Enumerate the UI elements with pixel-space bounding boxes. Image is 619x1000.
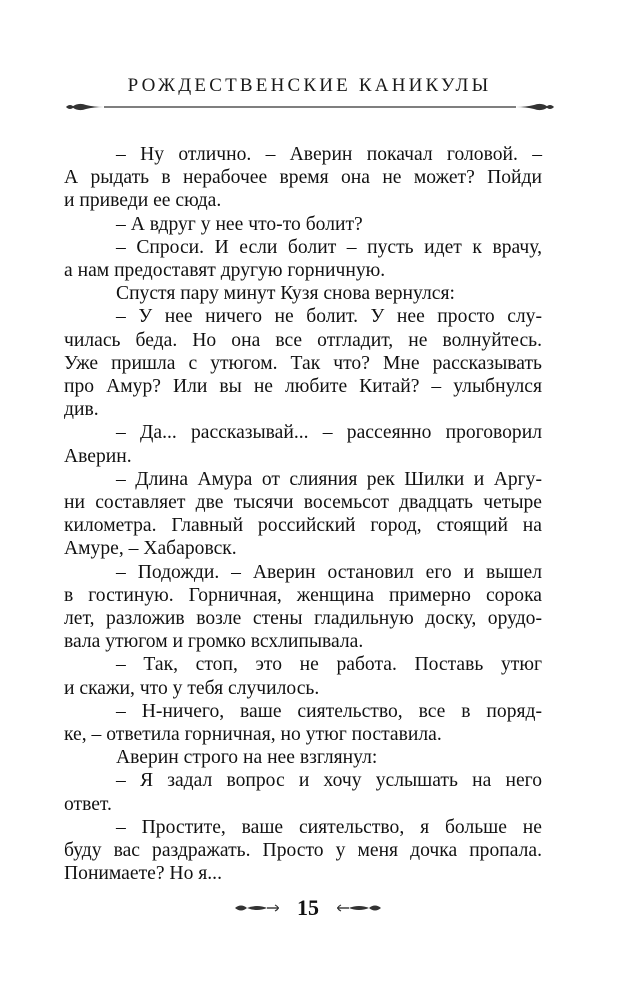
- text-line: Амуре, – Хабаровск.: [64, 538, 237, 560]
- text-line: – Подожди. – Аверин остановил его и вышел: [116, 561, 542, 583]
- text-line: Аверин.: [64, 445, 132, 467]
- text-line: ке, – ответила горничная, но утюг поставила.: [64, 724, 442, 746]
- body-text: [64, 143, 542, 886]
- text-line: а нам предоставят другую горничную.: [64, 260, 386, 282]
- text-line: – У нее ничего не болит. У нее просто слу-: [116, 306, 542, 328]
- text-line: ответ.: [64, 793, 112, 815]
- text-line: А рыдать в нерабочее время она не может? Пойди: [64, 167, 542, 189]
- text-line: и приведи ее сюда.: [64, 190, 222, 212]
- text-line: про Амур? Или вы не любите Китай? – улыбнулся: [64, 376, 542, 398]
- text-line: ни составляет две тысячи восемьсот двадцать четыре: [64, 492, 542, 514]
- text-line: – Так, стоп, это не работа. Поставь утюг: [116, 654, 542, 676]
- text-line: – Спроси. И если болит – пусть идет к врачу,: [116, 236, 542, 258]
- text-line: Понимаете? Но я...: [64, 863, 222, 885]
- running-header: РОЖДЕСТВЕНСКИЕ КАНИКУЛЫ: [127, 75, 492, 96]
- footer-ornament-left-icon: [233, 901, 283, 915]
- page-number: 15: [297, 895, 319, 920]
- text-line: Спустя пару минут Кузя снова вернулся:: [116, 283, 455, 305]
- text-line: – Да... рассказывай... – рассеянно проговорил: [116, 422, 542, 444]
- text-line: чилась беда. Но она все отгладит, не волнуйтесь.: [64, 329, 542, 351]
- text-line: вала утюгом и громко всхлипывала.: [64, 631, 364, 653]
- text-line: див.: [64, 399, 99, 421]
- text-line: – Я задал вопрос и хочу услышать на него: [116, 770, 542, 792]
- text-line: – А вдруг у нее что-то болит?: [116, 213, 363, 235]
- header-ornament-rule: [64, 100, 556, 114]
- text-line: – Ну отлично. – Аверин покачал головой. –: [116, 144, 542, 165]
- text-line: – Простите, ваше сиятельство, я больше не: [116, 816, 542, 838]
- text-line: Уже пришла с утюгом. Так что? Мне рассказывать: [64, 352, 542, 374]
- text-line: – Н-ничего, ваше сиятельство, все в поряд-: [116, 700, 542, 722]
- text-line: буду вас раздражать. Просто у меня дочка пропала.: [64, 840, 542, 862]
- footer-ornament-right-icon: [333, 901, 383, 915]
- text-line: в гостиную. Горничная, женщина примерно сорока: [64, 584, 542, 606]
- text-line: лет, разложив возле стены гладильную доску, орудо-: [64, 608, 542, 630]
- text-line: Аверин строго на нее взглянул:: [116, 747, 378, 769]
- page-footer: [0, 893, 619, 923]
- text-line: – Длина Амура от слияния рек Шилки и Аргу-: [116, 468, 542, 490]
- text-line: километра. Главный российский город, стоящий на: [64, 515, 542, 537]
- text-line: и скажи, что у тебя случилось.: [64, 677, 320, 699]
